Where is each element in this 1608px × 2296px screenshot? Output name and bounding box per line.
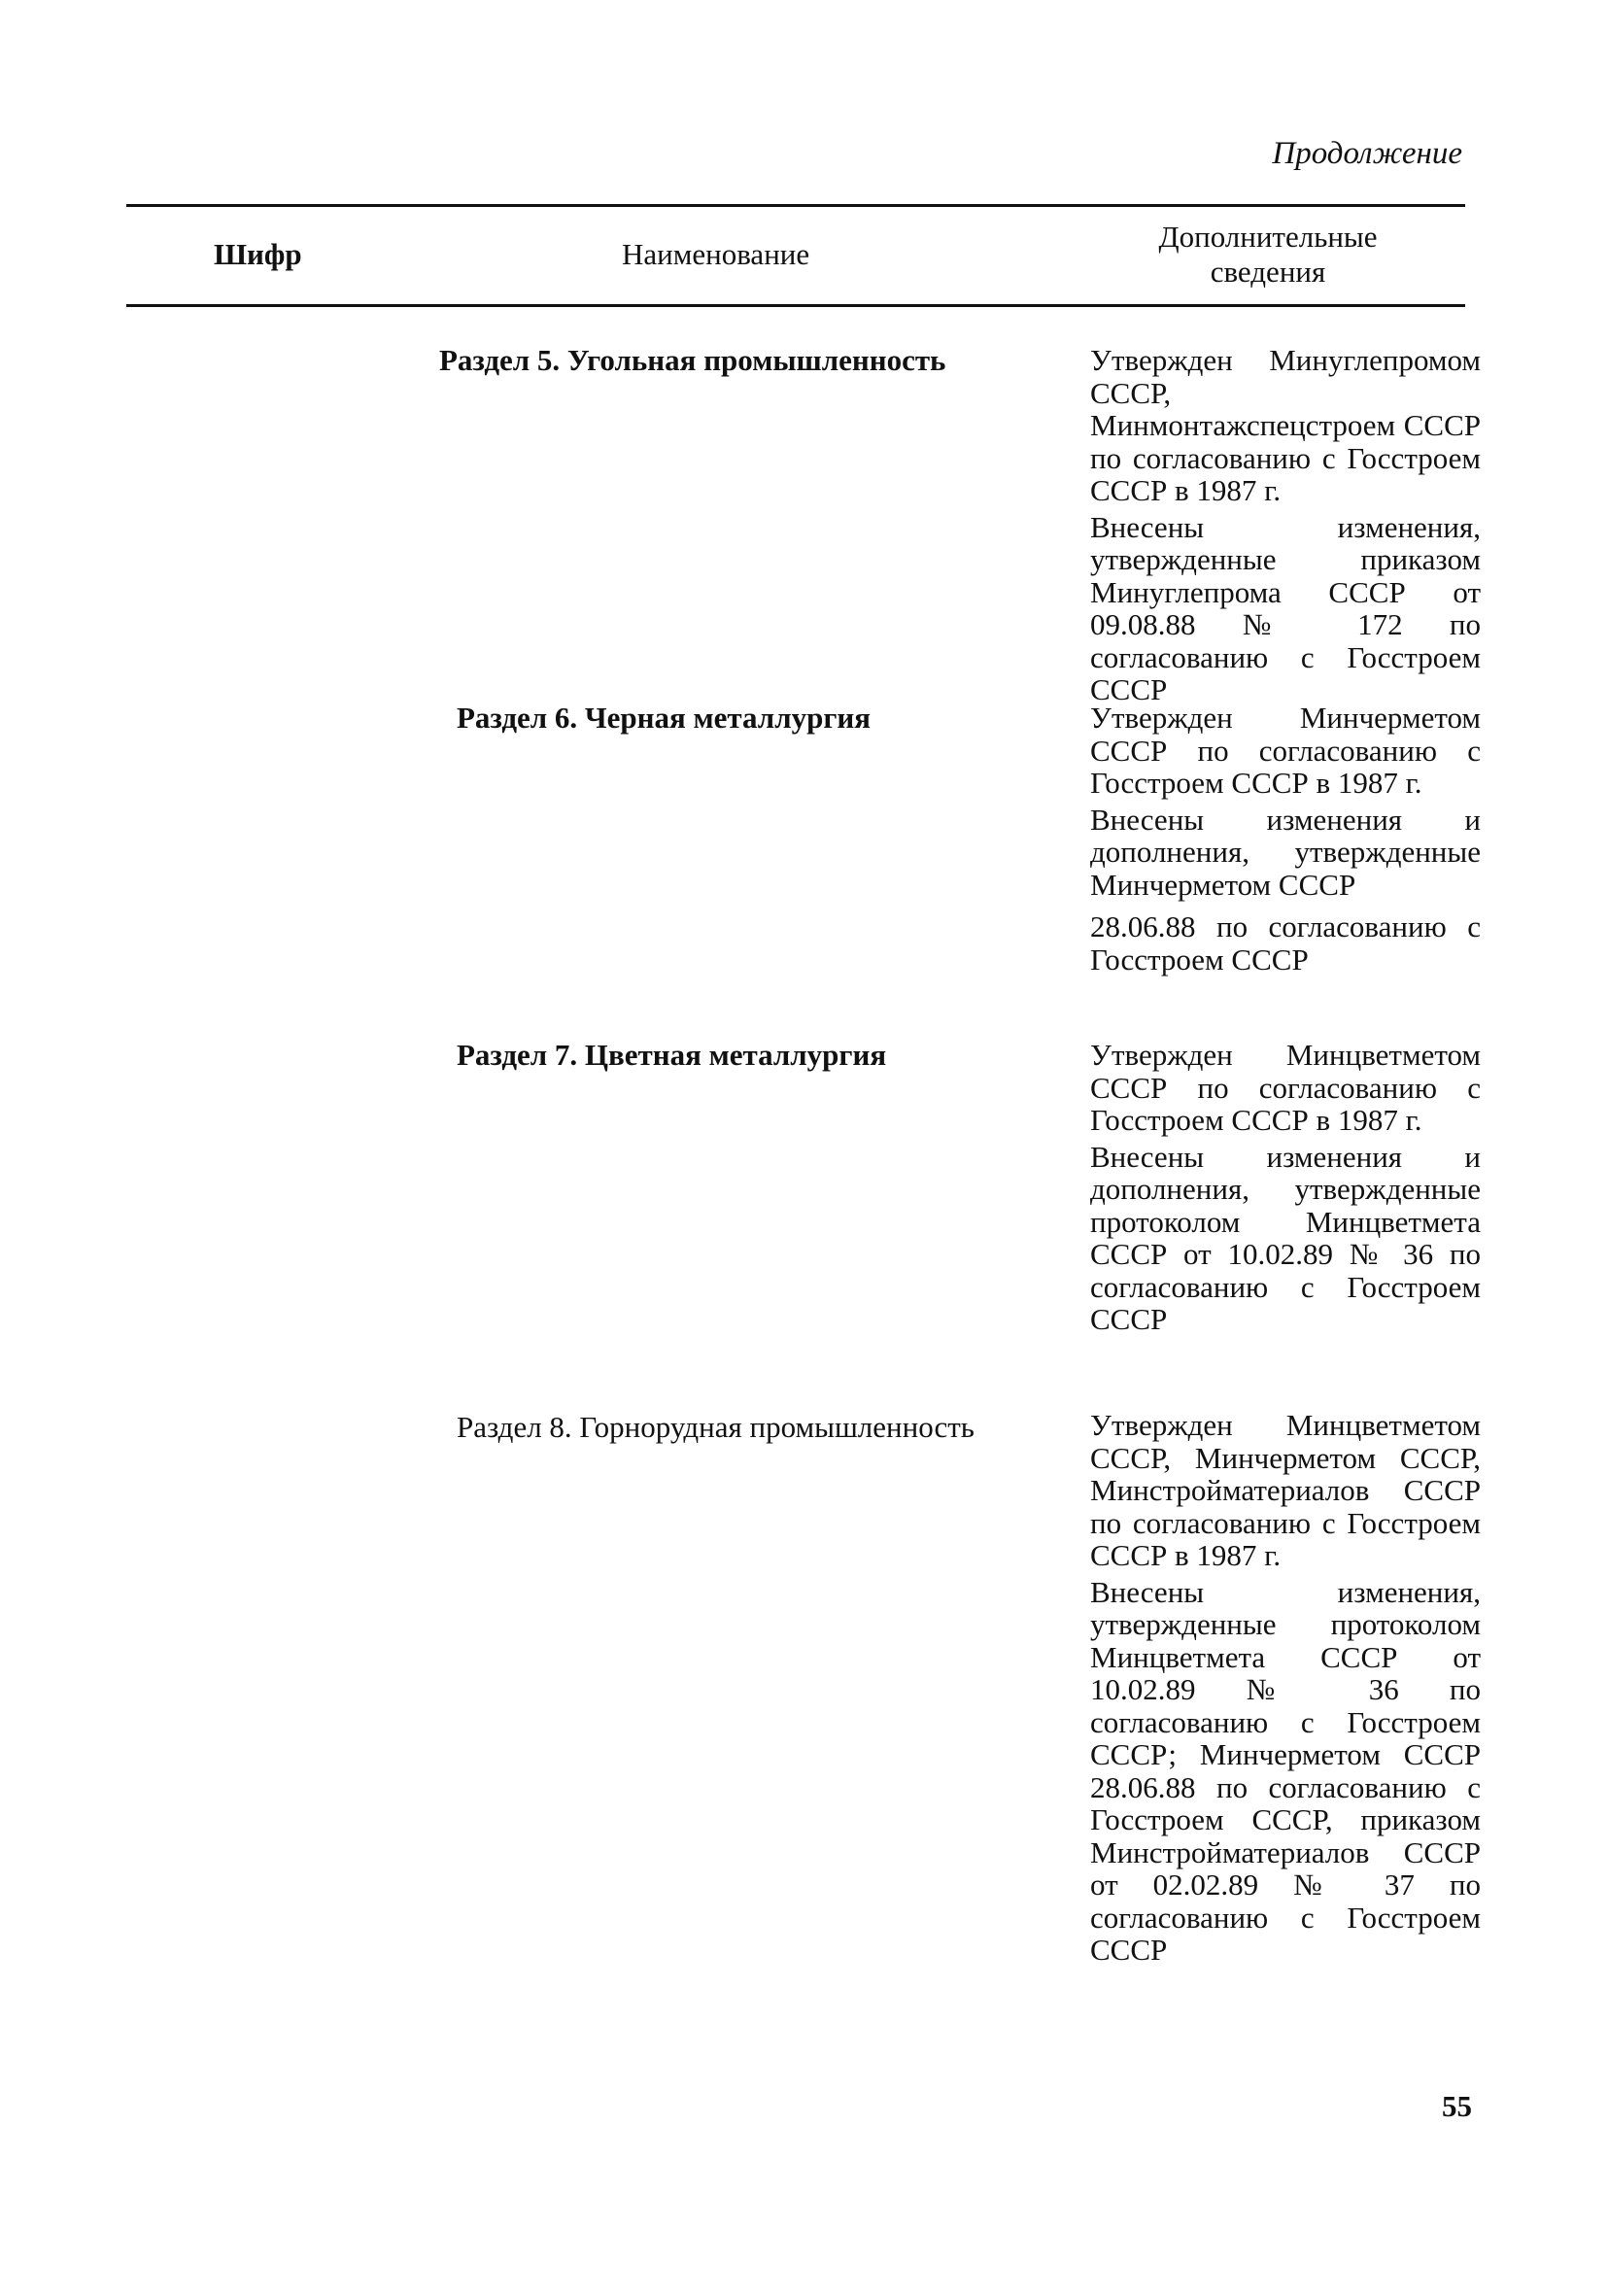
section-7-approval: Утвержден Минцветметом СССР по согласованию с Госстроем СССР в 1987 г. (1090, 1038, 1481, 1137)
table-top-rule (126, 204, 1465, 207)
section-7-amendment: Внесены изменения и дополнения, утвержденные протоколом Минцветмета СССР от 10.02.89 № 36 по согласованию с Госстроем СССР (1090, 1139, 1481, 1336)
section-5-amendment: Внесены изменения, утвержденные приказом Минуглепрома СССР от 09.08.88 № 172 по согласованию с Госстроем СССР (1090, 509, 1481, 706)
column-header-name: Наименование (622, 237, 810, 271)
section-6-amendment-date: 28.06.88 по согласованию с Госстроем СССР (1090, 909, 1481, 977)
section-8-info (1090, 1409, 1481, 1967)
section-5-approval: Утвержден Минуглепромом СССР, Минмонтажспецстроем СССР по согласованию с Госстроем СССР в 1987 г. (1090, 343, 1481, 507)
continuation-label: Продолжение (1272, 136, 1462, 171)
section-5-title: Раздел 5. Угольная промышленность (439, 343, 946, 377)
section-8-amendment: Внесены изменения, утвержденные протоколом Минцветмета СССР от 10.02.89 № 36 по согласованию с Госстроем СССР; Минчерметом СССР 28.06.88 по согласованию с Госстроем СССР, приказом Минстройматериалов СССР от 02.02.89 № 37 по согласованию с Госстроем СССР (1090, 1574, 1481, 1967)
section-8-approval: Утвержден Минцветметом СССР, Минчерметом СССР, Минстройматериалов СССР по согласованию с Госстроем СССР в 1987 г. (1090, 1408, 1481, 1572)
page-number: 55 (1442, 2089, 1472, 2123)
section-6-info (1090, 702, 1481, 976)
section-6-title: Раздел 6. Черная металлургия (457, 701, 872, 735)
column-header-extra: Дополнительные сведения (1158, 220, 1378, 289)
section-8-title: Раздел 8. Горнорудная промышленность (457, 1410, 975, 1444)
section-5-info (1090, 344, 1481, 706)
column-header-cipher: Шифр (214, 237, 302, 271)
section-6-approval: Утвержден Минчерметом СССР по согласованию с Госстроем СССР в 1987 г. (1090, 701, 1481, 800)
section-7-title: Раздел 7. Цветная металлургия (457, 1038, 887, 1072)
section-6-amendment: Внесены изменения и дополнения, утвержденные Минчерметом СССР (1090, 802, 1481, 902)
section-7-info (1090, 1039, 1481, 1336)
table-header-rule (126, 304, 1465, 307)
